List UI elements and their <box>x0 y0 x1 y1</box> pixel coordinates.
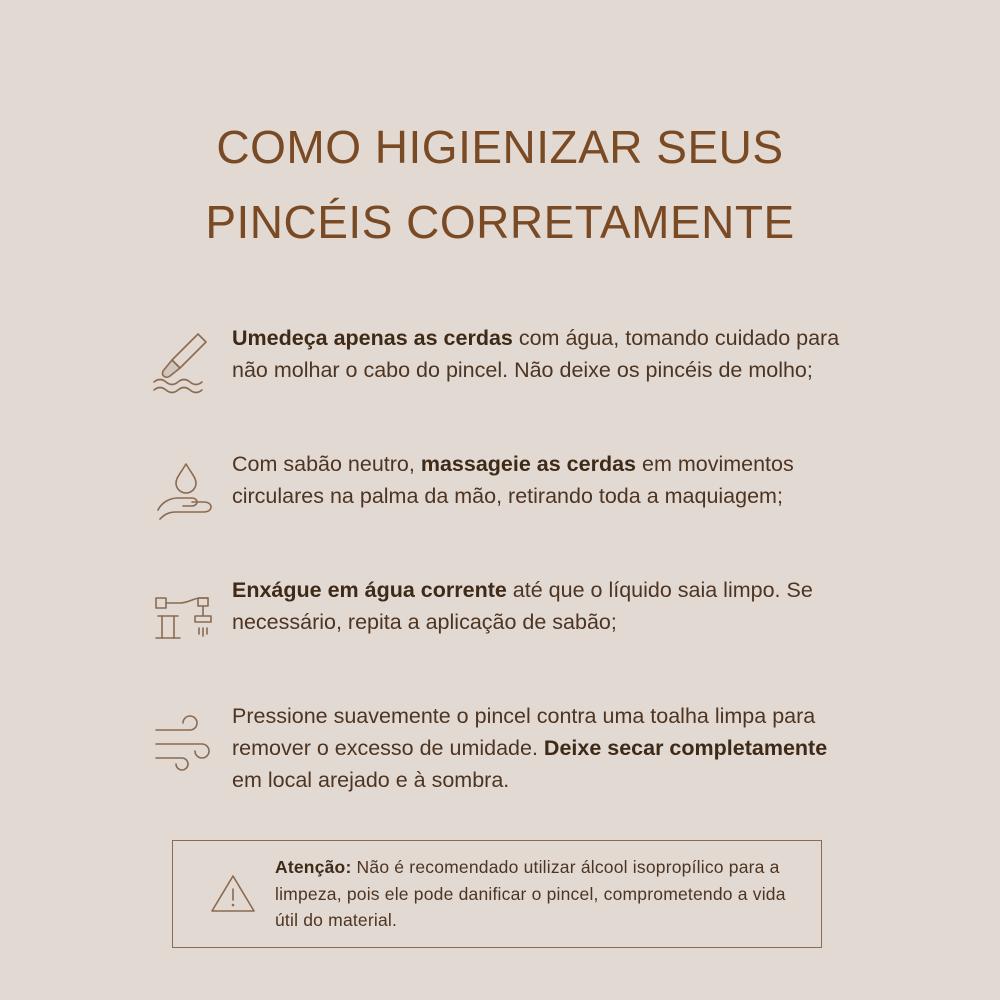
step-rest: com água, tomando cuidado para não molhar o cabo do pincel. Não deixe os pincéis de molho; <box>232 326 840 382</box>
page-title <box>0 0 1000 259</box>
step-lead: Pressione suavemente o pincel contra uma toalha limpa para remover o excesso de umidade. <box>232 704 816 760</box>
warning-body: Não é recomendado utilizar álcool isopropílico para a limpeza, pois ele pode danificar o pincel, comprometendo a vida útil do material. <box>275 857 786 931</box>
list-item <box>140 569 850 659</box>
step-text <box>232 695 850 796</box>
step-bold: massageie as cerdas <box>420 452 637 477</box>
step-bold: Umedeça apenas as cerdas <box>232 326 513 351</box>
step-bold: Enxágue em água corrente <box>232 578 507 603</box>
warning-text <box>275 854 803 934</box>
step-lead: Com sabão neutro, <box>232 452 421 477</box>
list-item <box>140 443 850 533</box>
warning-triangle-icon <box>191 864 275 924</box>
step-rest: em movimentos circulares na palma da mão, retirando toda a maquiagem; <box>232 452 794 508</box>
list-item <box>140 317 850 407</box>
steps-list <box>0 317 1000 796</box>
step-rest: em local arejado e à sombra. <box>232 767 510 792</box>
step-text <box>232 569 850 639</box>
step-bold: Deixe secar completamente <box>543 735 828 760</box>
title-line-1: COMO HIGIENIZAR SEUS <box>216 121 784 173</box>
title-line-2: PINCÉIS CORRETAMENTE <box>205 195 795 248</box>
faucet-running-water-icon <box>140 569 232 659</box>
step-text <box>232 317 850 387</box>
air-drying-wind-icon <box>140 695 232 785</box>
warning-box <box>172 840 822 948</box>
brush-in-water-icon <box>140 317 232 407</box>
step-text <box>232 443 850 513</box>
step-rest: até que o líquido saia limpo. Se necessário, repita a aplicação de sabão; <box>232 578 813 634</box>
list-item <box>140 695 850 796</box>
hand-with-soap-drop-icon <box>140 443 232 533</box>
warning-label: Atenção: <box>275 857 352 878</box>
